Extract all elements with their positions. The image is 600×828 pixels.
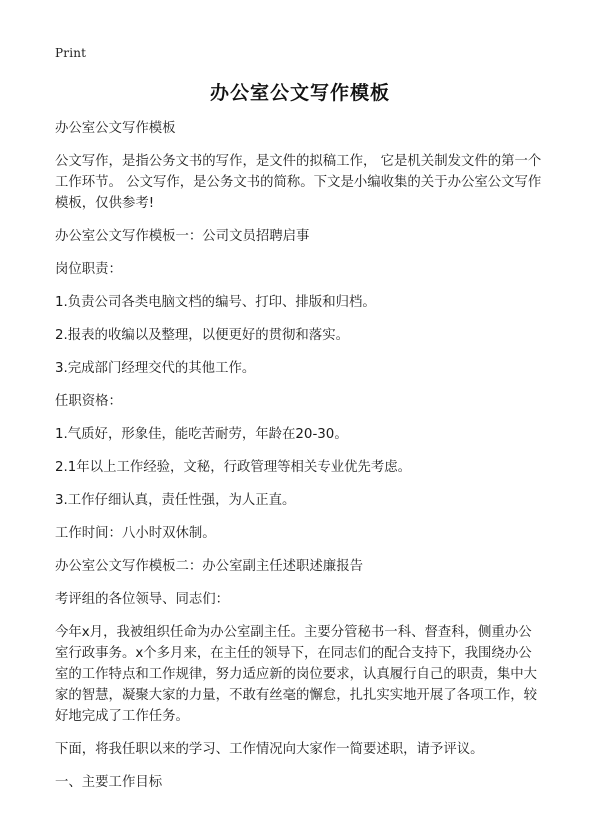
list-item: 2.报表的收编以及整理，以便更好的贯彻和落实。 — [55, 328, 349, 343]
list-item: 1.负责公司各类电脑文档的编号、打印、排版和归档。 — [55, 295, 376, 310]
list-item: 3.完成部门经理交代的其他工作。 — [55, 361, 256, 376]
paragraph: 工作时间：八小时双休制。 — [55, 526, 216, 541]
paragraph: 岗位职责： — [55, 262, 122, 277]
list-item: 1.气质好，形象佳，能吃苦耐劳，年龄在20-30。 — [55, 427, 348, 442]
print-link[interactable]: Print — [55, 46, 87, 60]
paragraph: 下面，将我任职以来的学习、工作情况向大家作一简要述职，请予评议。 — [55, 742, 484, 757]
paragraph: 办公室公文写作模板 — [55, 121, 176, 136]
paragraph: 公文写作，是指公务文书的写作，是文件的拟稿工作， 它是机关制发文件的第一个工作环节。 公文写作，是公务文书的简称。下文是小编收集的关于办公室公文写作模板，仅供参考! — [55, 154, 542, 211]
paragraph: 今年x月，我被组织任命为办公室副主任。主要分管秘书一科、督查科，侧重办公室行政事务。x个多月来，在主任的领导下，在同志们的配合支持下，我围绕办公室的工作特点和工作规律，努力适应新的岗位要求，认真履行自己的职责，集中大家的智慧，凝聚大家的力量，不敢有丝毫的懈怠，扎扎实实地开展了各项工作，较好地完成了工作任务。 — [55, 625, 538, 724]
document-title: 办公室公文写作模板 — [209, 82, 390, 104]
document-body — [55, 118, 542, 805]
list-item: 2.1年以上工作经验，文秘，行政管理等相关专业优先考虑。 — [55, 460, 412, 475]
paragraph: 任职资格： — [55, 394, 122, 409]
section-heading: 办公室公文写作模板二：办公室副主任述职述廉报告 — [55, 559, 363, 574]
paragraph: 考评组的各位领导、同志们： — [55, 592, 230, 607]
list-item: 3.工作仔细认真，责任性强，为人正直。 — [55, 493, 296, 508]
section-heading: 办公室公文写作模板一：公司文员招聘启事 — [55, 229, 310, 244]
paragraph: 一、主要工作目标 — [55, 775, 163, 790]
